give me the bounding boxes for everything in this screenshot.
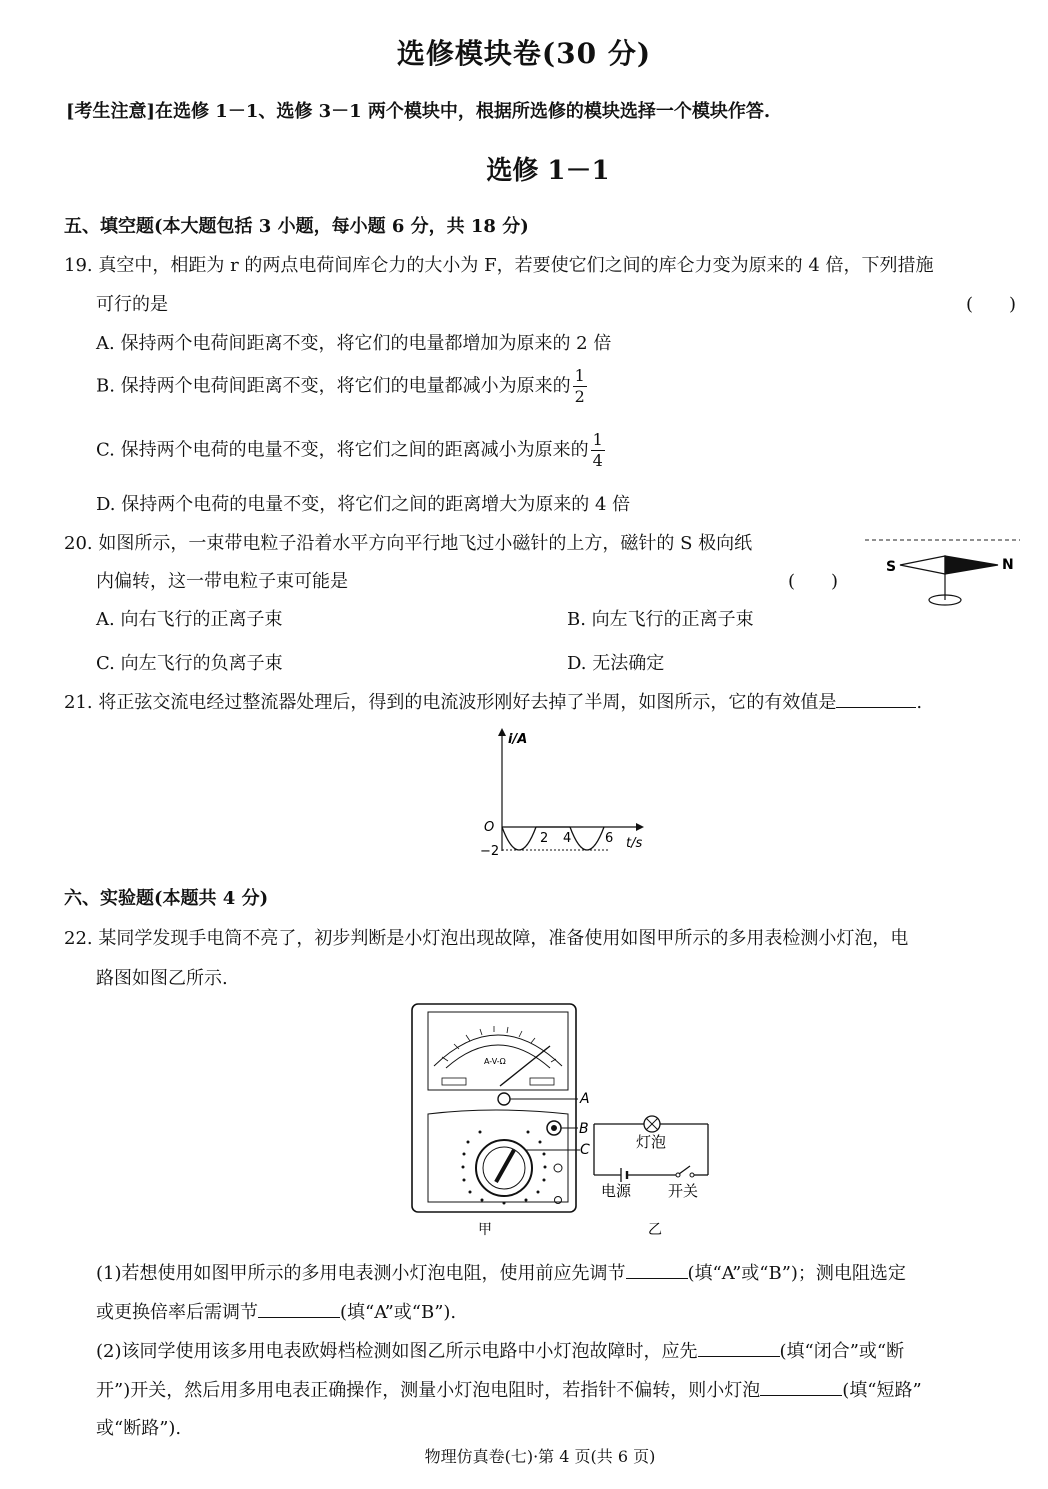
q19-stem-line2: 可行的是 — [96, 294, 168, 315]
fraction-numerator: 1 — [592, 430, 603, 449]
q22-stem-line1: 22. 某同学发现手电筒不亮了，初步判断是小灯泡出现故障，准备使用如图甲所示的多用表检测小灯泡，电 — [64, 928, 909, 949]
q22-part1-text-d: (填“A”或“B”). — [340, 1302, 457, 1323]
s-pole-label: S — [886, 559, 897, 575]
scale-label: A-V-Ω — [484, 1057, 506, 1066]
q22-part1-blank-2 — [258, 1316, 340, 1318]
q20-option-c: C. 向左飞行的负离子束 — [96, 653, 283, 674]
needle-n-half — [945, 556, 998, 574]
q22-part2-line2 — [96, 1376, 922, 1402]
label-b: B — [579, 1121, 589, 1137]
q21-answer-blank — [836, 706, 916, 708]
q19-option-b-fraction — [573, 368, 587, 405]
fraction-denominator: 2 — [574, 387, 585, 406]
q21-period: . — [916, 692, 923, 713]
q22-part2-blank-1 — [698, 1355, 780, 1357]
switch-contact-right — [690, 1173, 694, 1177]
q22-stem-line2: 路图如图乙所示. — [96, 968, 228, 989]
q19-option-c-fraction — [591, 432, 605, 469]
switch-blade — [679, 1166, 690, 1174]
q19-option-c — [96, 432, 605, 469]
module-title: 选修 1－1 — [486, 156, 610, 186]
q21-stem — [64, 688, 922, 714]
q20-stem-line1: 20. 如图所示，一束带电粒子沿着水平方向平行地飞过小磁针的上方，磁针的 S 极向纸 — [64, 533, 753, 554]
q19-option-d: D. 保持两个电荷的电量不变，将它们之间的距离增大为原来的 4 倍 — [96, 494, 631, 515]
origin-label: O — [484, 820, 495, 835]
q19-option-b-text: B. 保持两个电荷间距离不变，将它们的电量都减小为原来的 — [96, 375, 571, 397]
q22-part2-line1 — [96, 1337, 904, 1363]
q20-stem-line2: 内偏转，这一带电粒子束可能是 — [96, 571, 348, 592]
half-wave-2 — [570, 827, 604, 850]
label-a: A — [580, 1091, 590, 1107]
needle-s-half — [900, 556, 945, 574]
i-axis-label: i/A — [508, 732, 528, 747]
candidate-notice: [考生注意]在选修 1－1、选修 3－1 两个模块中，根据所选修的模块选择一个模块作答. — [66, 101, 771, 122]
page-footer: 物理仿真卷(七)·第 4 页(共 6 页) — [424, 1447, 656, 1466]
neg-two-label: −2 — [480, 844, 500, 859]
q22-part2-blank-2 — [760, 1394, 842, 1396]
q22-part1-text-b: (填“A”或“B”)；测电阻选定 — [687, 1263, 906, 1284]
q19-stem-line1: 19. 真空中，相距为 r 的两点电荷间库仑力的大小为 F，若要使它们之间的库仑力变为原来的 4 倍，下列措施 — [64, 255, 934, 276]
label-jia: 甲 — [478, 1222, 492, 1238]
label-c: C — [580, 1142, 590, 1158]
bulb-label: 灯泡 — [636, 1133, 667, 1151]
mechanical-zero-screw — [498, 1093, 510, 1105]
multimeter-circuit-figure — [408, 1002, 728, 1244]
half-wave-1 — [502, 827, 536, 850]
q19-option-b — [96, 368, 587, 405]
q22-part2-text-c: 开”)开关，然后用多用电表正确操作，测量小灯泡电阻时，若指针不偏转，则小灯泡 — [96, 1380, 761, 1401]
fraction-denominator: 4 — [592, 451, 603, 470]
tick-4: 4 — [563, 831, 572, 846]
q22-part2-text-b: (填“闭合”或“断 — [779, 1341, 905, 1362]
power-source-label: 电源 — [601, 1182, 632, 1200]
q22-part1-line2 — [96, 1298, 456, 1324]
q22-part1-text-c: 或更换倍率后需调节 — [96, 1302, 258, 1323]
q22-part1-text-a: (1)若想使用如图甲所示的多用电表测小灯泡电阻，使用前应先调节 — [96, 1263, 626, 1284]
n-pole-label: N — [1002, 557, 1014, 573]
switch-label: 开关 — [668, 1182, 699, 1200]
t-axis-arrow — [636, 823, 644, 831]
section-5-heading: 五、填空题(本大题包括 3 小题，每小题 6 分，共 18 分) — [64, 216, 529, 237]
q19-option-c-text: C. 保持两个电荷的电量不变，将它们之间的距离减小为原来的 — [96, 439, 589, 461]
label-yi: 乙 — [648, 1222, 662, 1238]
compass-needle-figure — [860, 528, 1025, 613]
fraction-numerator: 1 — [574, 366, 585, 385]
t-axis-label: t/s — [626, 836, 643, 851]
q20-option-d: D. 无法确定 — [567, 653, 665, 674]
q22-part2-text-a: (2)该同学使用该多用电表欧姆档检测如图乙所示电路中小灯泡故障时，应先 — [96, 1341, 698, 1362]
q20-option-a: A. 向右飞行的正离子束 — [96, 609, 283, 630]
q22-part1-line1 — [96, 1259, 906, 1285]
q21-text: 21. 将正弦交流电经过整流器处理后，得到的电流波形刚好去掉了半周，如图所示，它的有效值是 — [64, 692, 837, 713]
q22-part2-text-d: (填“短路” — [842, 1380, 922, 1401]
i-axis-arrow — [498, 728, 506, 736]
page-title: 选修模块卷(30 分) — [396, 37, 652, 70]
q19-option-a: A. 保持两个电荷间距离不变，将它们的电量都增加为原来的 2 倍 — [96, 333, 612, 354]
q22-part1-blank-1 — [626, 1277, 688, 1279]
q22-part2-line3: 或“断路”). — [96, 1418, 182, 1439]
section-6-heading: 六、实验题(本题共 4 分) — [64, 888, 269, 909]
ohm-zero-knob-center — [551, 1125, 557, 1131]
rectified-current-graph — [474, 726, 659, 864]
tick-2: 2 — [540, 831, 549, 846]
q19-answer-paren: ( ) — [966, 294, 1017, 315]
q20-option-b: B. 向左飞行的正离子束 — [567, 609, 754, 630]
q20-answer-paren: ( ) — [788, 571, 839, 592]
tick-6: 6 — [605, 831, 614, 846]
